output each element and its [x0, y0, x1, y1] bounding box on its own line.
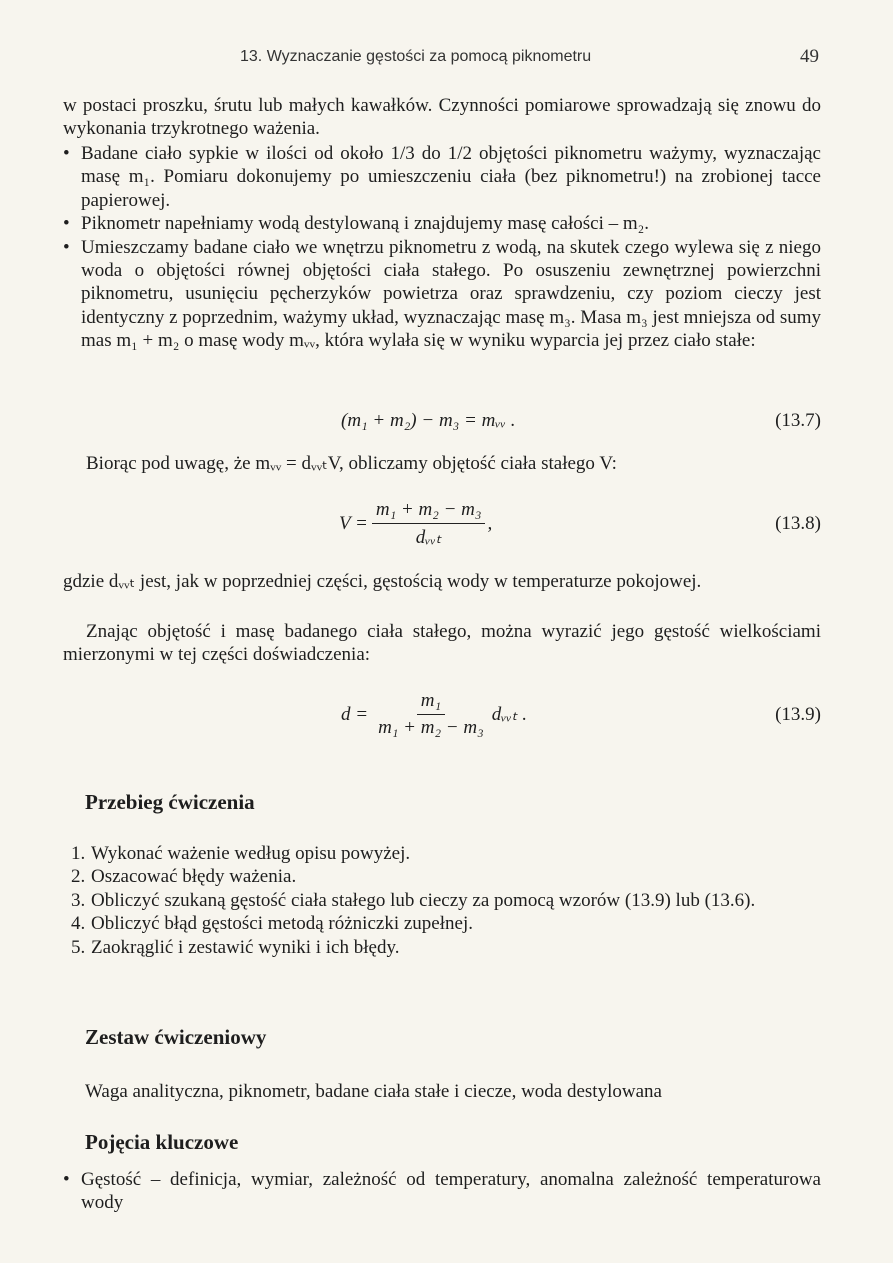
equipment-text: Waga analityczna, piknometr, badane ciała stałe i ciecze, woda destylowana	[85, 1081, 662, 1102]
equation-13-8	[63, 495, 821, 555]
intro-paragraph: w postaci proszku, śrutu lub małych kawałków. Czynności pomiarowe sprowadzają się znowu do wykonania trzykrotnego ważenia.	[63, 95, 821, 140]
bullet-item: • Badane ciało sypkie w ilości od około 1/3 do 1/2 objętości piknometru ważymy, wyznaczając masę m₁. Pomiaru dokonujemy po umieszczeniu ciała (bez piknometru!) na zrobionej tacce papierowej.	[63, 143, 821, 211]
fraction-numerator: m₁ + m₂ − m₃	[372, 499, 486, 524]
procedure-bullets	[63, 142, 821, 353]
section-heading-key-concepts: Pojęcia kluczowe	[85, 1130, 239, 1154]
equation-tail: ,	[487, 513, 493, 534]
bullet-item: • Piknometr napełniamy wodą destylowaną i znajdujemy masę całości – m₂.	[63, 213, 650, 235]
bullet-dot-icon: •	[63, 143, 70, 164]
procedure-steps-list	[63, 842, 821, 959]
equation-lhs: d =	[341, 703, 369, 725]
chapter-title: 13. Wyznaczanie gęstości za pomocą piknometru	[240, 48, 592, 65]
section-heading-equipment: Zestaw ćwiczeniowy	[85, 1025, 267, 1049]
section-heading-procedure: Przebieg ćwiczenia	[85, 790, 255, 814]
equation-number: (13.9)	[775, 704, 821, 725]
running-header	[0, 44, 893, 70]
equation-expression: (m₁ + m₂) − m₃ = mᵥᵥ .	[341, 410, 516, 431]
equation-fraction	[372, 499, 486, 549]
bullet-dot-icon: •	[63, 213, 70, 235]
bullet-item: • Gęstość – definicja, wymiar, zależność od temperatury, anomalna zależność temperaturowa wody	[63, 1169, 821, 1214]
paragraph-volume: Biorąc pod uwagę, że mᵥᵥ = dᵥᵥₜV, obliczamy objętość ciała stałego V:	[86, 453, 617, 474]
equation-number: (13.8)	[775, 513, 821, 534]
key-concepts-list	[63, 1168, 821, 1215]
step-item: 1. Wykonać ważenie według opisu powyżej.	[71, 843, 411, 864]
page-number: 49	[800, 46, 819, 67]
equation-tail: dᵥᵥₜ .	[491, 704, 527, 725]
fraction-numerator: m₁	[417, 690, 445, 715]
step-item: 5. Zaokrąglić i zestawić wyniki i ich błędy.	[71, 936, 400, 958]
equation-fraction	[374, 690, 488, 739]
step-item: 3. Obliczyć szukaną gęstość ciała stałego lub cieczy za pomocą wzorów (13.9) lub (13.6).	[71, 889, 756, 911]
equation-lhs: V =	[339, 513, 368, 534]
equation-number: (13.7)	[775, 410, 821, 431]
fraction-denominator: m₁ + m₂ − m₃	[378, 717, 484, 738]
bullet-dot-icon: •	[63, 1169, 70, 1190]
bullet-item: • Umieszczamy badane ciało we wnętrzu piknometru z wodą, na skutek czego wylewa się z niego woda o objętości równej objętości ciała stałego. Po osuszeniu zewnętrznej powierzchni piknometru, usunięciu pęcherzyków powietrza oraz sprawdzeniu, czy poziom cieczy jest identyczny z poprzednim, ważymy układ, wyznaczając masę m₃. Masa m₃ jest mniejsza od sumy mas m₁ + m₂ o masę wody mᵥᵥ, która wylała się w wyniku wyparcia jej przez ciało stałe:	[63, 236, 821, 352]
paragraph-density: Znając objętość i masę badanego ciała stałego, można wyrazić jego gęstość wielkościami mierzonymi w tej części doświadczenia:	[63, 621, 821, 666]
equation-13-9	[63, 688, 821, 748]
bullet-dot-icon: •	[63, 236, 70, 258]
step-item: 2. Oszacować błędy ważenia.	[71, 866, 297, 888]
step-item: 4. Obliczyć błąd gęstości metodą różniczki zupełnej.	[71, 913, 473, 935]
fraction-denominator: dᵥᵥₜ	[415, 527, 442, 548]
paragraph-where: gdzie dᵥᵥₜ jest, jak w poprzedniej części, gęstością wody w temperaturze pokojowej.	[63, 571, 702, 592]
